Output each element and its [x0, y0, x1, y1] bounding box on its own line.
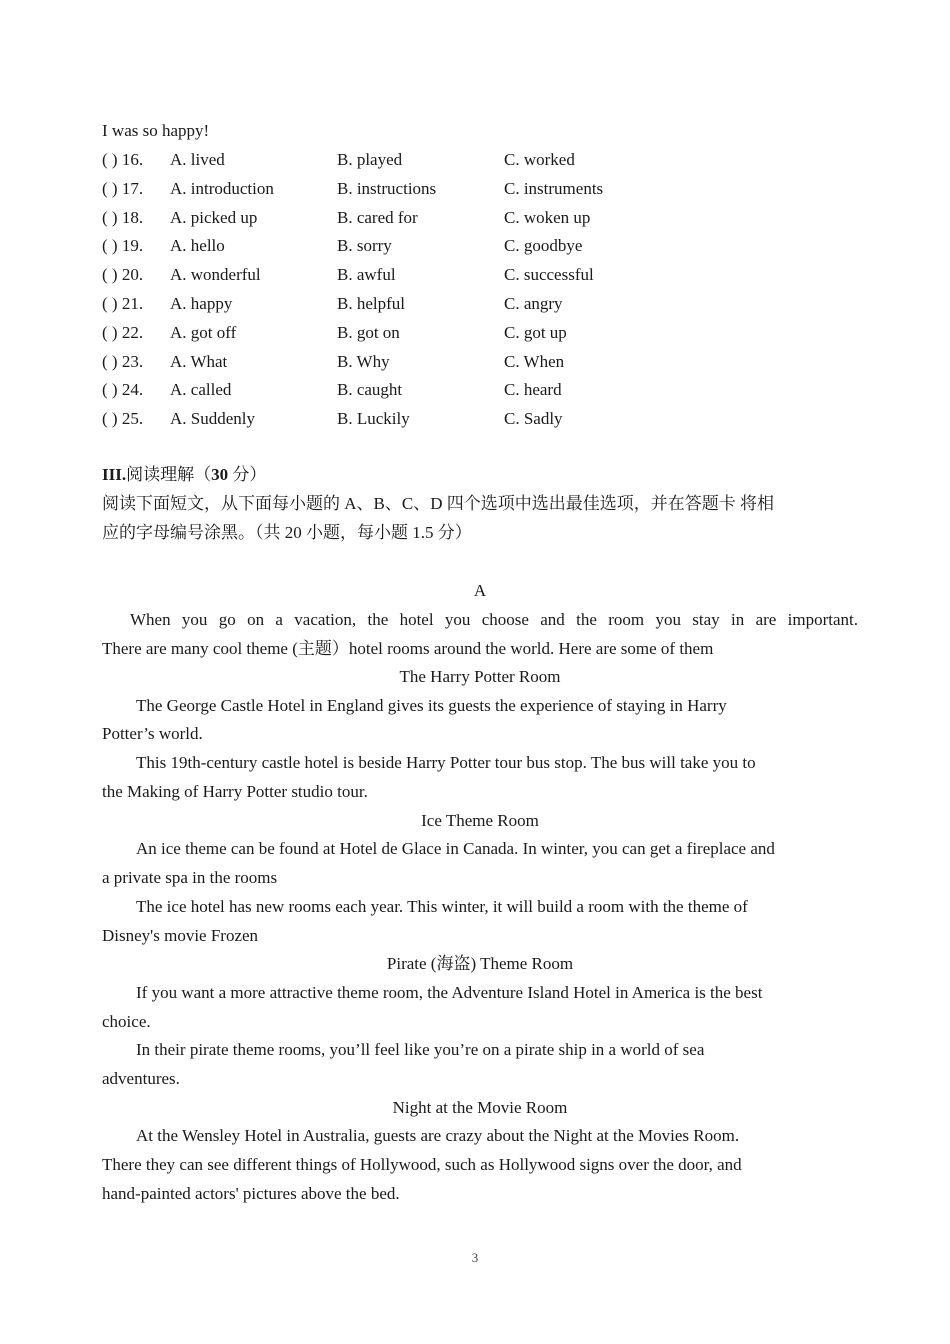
question-number: ( ) 21. [102, 294, 144, 313]
section-heading-score: 30 [211, 465, 229, 484]
option-b: B. cared for [337, 208, 418, 227]
option-b: B. sorry [337, 236, 392, 255]
section-instruction-line-1: 阅读下面短文，从下面每小题的 A、B、C、D 四个选项中选出最佳选项，并在答题卡 将相 [102, 494, 774, 513]
section-instruction-line-2: 应的字母编号涂黑。（共 20 小题，每小题 1.5 分） [102, 523, 472, 542]
question-row [102, 145, 702, 174]
section-heading-prefix: III. [102, 465, 127, 484]
ice-paragraph-2-line-2: Disney's movie Frozen [102, 926, 259, 945]
option-c: C. successful [504, 265, 594, 284]
option-c: C. worked [504, 150, 575, 169]
section-heading-title: 阅读理解（ [126, 465, 212, 484]
question-row [102, 260, 702, 289]
question-number: ( ) 17. [102, 179, 144, 198]
option-b: B. awful [337, 265, 396, 284]
option-b: B. caught [337, 380, 403, 399]
pirate-paragraph-2-line-1: In their pirate theme rooms, you’ll feel like you’re on a pirate ship in a world of sea [136, 1040, 705, 1059]
option-b: B. Why [337, 352, 390, 371]
harry-paragraph-1-line-1: The George Castle Hotel in England gives its guests the experience of staying in Harry [136, 696, 727, 715]
option-b: B. instructions [337, 179, 437, 198]
closing-line: I was so happy! [102, 121, 210, 140]
ice-theme-room-title: Ice Theme Room [421, 811, 539, 830]
harry-paragraph-1-line-2: Potter’s world. [102, 724, 203, 743]
option-a: A. happy [170, 294, 233, 313]
harry-potter-room-title: The Harry Potter Room [399, 667, 561, 686]
option-c: C. When [504, 352, 565, 371]
harry-paragraph-2-line-1: This 19th-century castle hotel is beside Harry Potter tour bus stop. The bus will take you to [136, 753, 756, 772]
option-c: C. goodbye [504, 236, 583, 255]
intro-line-2: There are many cool theme (主题）hotel rooms around the world. Here are some of them [102, 639, 714, 658]
ice-paragraph-2-line-1: The ice hotel has new rooms each year. This winter, it will build a room with the theme of [136, 897, 748, 916]
movie-room-title: Night at the Movie Room [392, 1098, 568, 1117]
pirate-paragraph-1-line-2: choice. [102, 1012, 151, 1031]
option-c: C. heard [504, 380, 562, 399]
movie-paragraph-line-3: hand-painted actors' pictures above the bed. [102, 1184, 400, 1203]
page-number: 3 [471, 1250, 479, 1265]
ice-paragraph-1-line-2: a private spa in the rooms [102, 868, 278, 887]
question-row [102, 375, 702, 404]
question-row [102, 347, 702, 376]
option-a: A. called [170, 380, 232, 399]
option-a: A. lived [170, 150, 225, 169]
question-number: ( ) 25. [102, 409, 144, 428]
option-b: B. helpful [337, 294, 405, 313]
question-row [102, 231, 702, 260]
option-a: A. hello [170, 236, 225, 255]
option-a: A. wonderful [170, 265, 261, 284]
ice-paragraph-1-line-1: An ice theme can be found at Hotel de Glace in Canada. In winter, you can get a fireplace and [136, 839, 775, 858]
movie-paragraph-line-2: There they can see different things of Hollywood, such as Hollywood signs over the door, and [102, 1155, 742, 1174]
question-row [102, 203, 702, 232]
question-number: ( ) 23. [102, 352, 144, 371]
question-number: ( ) 24. [102, 380, 144, 399]
harry-paragraph-2-line-2: the Making of Harry Potter studio tour. [102, 782, 368, 801]
option-c: C. Sadly [504, 409, 563, 428]
question-number: ( ) 18. [102, 208, 144, 227]
option-c: C. instruments [504, 179, 604, 198]
option-c: C. angry [504, 294, 563, 313]
question-number: ( ) 16. [102, 150, 144, 169]
option-a: A. What [170, 352, 228, 371]
section-heading [102, 460, 858, 489]
option-b: B. got on [337, 323, 400, 342]
option-a: A. introduction [170, 179, 274, 198]
option-c: C. got up [504, 323, 567, 342]
section-heading-suffix: 分） [228, 465, 267, 484]
option-a: A. Suddenly [170, 409, 255, 428]
question-row [102, 174, 702, 203]
movie-paragraph-line-1: At the Wensley Hotel in Australia, guests are crazy about the Night at the Movies Room. [136, 1126, 740, 1145]
option-c: C. woken up [504, 208, 591, 227]
option-b: B. Luckily [337, 409, 410, 428]
option-b: B. played [337, 150, 403, 169]
question-number: ( ) 19. [102, 236, 144, 255]
intro-line-1: When you go on a vacation, the hotel you choose and the room you stay in are important. [130, 610, 858, 629]
question-row [102, 318, 702, 347]
question-number: ( ) 20. [102, 265, 144, 284]
pirate-paragraph-2-line-2: adventures. [102, 1069, 180, 1088]
passage-label: A [473, 581, 487, 600]
option-a: A. picked up [170, 208, 258, 227]
option-a: A. got off [170, 323, 237, 342]
question-number: ( ) 22. [102, 323, 144, 342]
question-row [102, 289, 702, 318]
pirate-theme-room-title: Pirate (海盗) Theme Room [386, 954, 574, 973]
pirate-paragraph-1-line-1: If you want a more attractive theme room, the Adventure Island Hotel in America is the best [136, 983, 763, 1002]
question-row [102, 404, 702, 433]
